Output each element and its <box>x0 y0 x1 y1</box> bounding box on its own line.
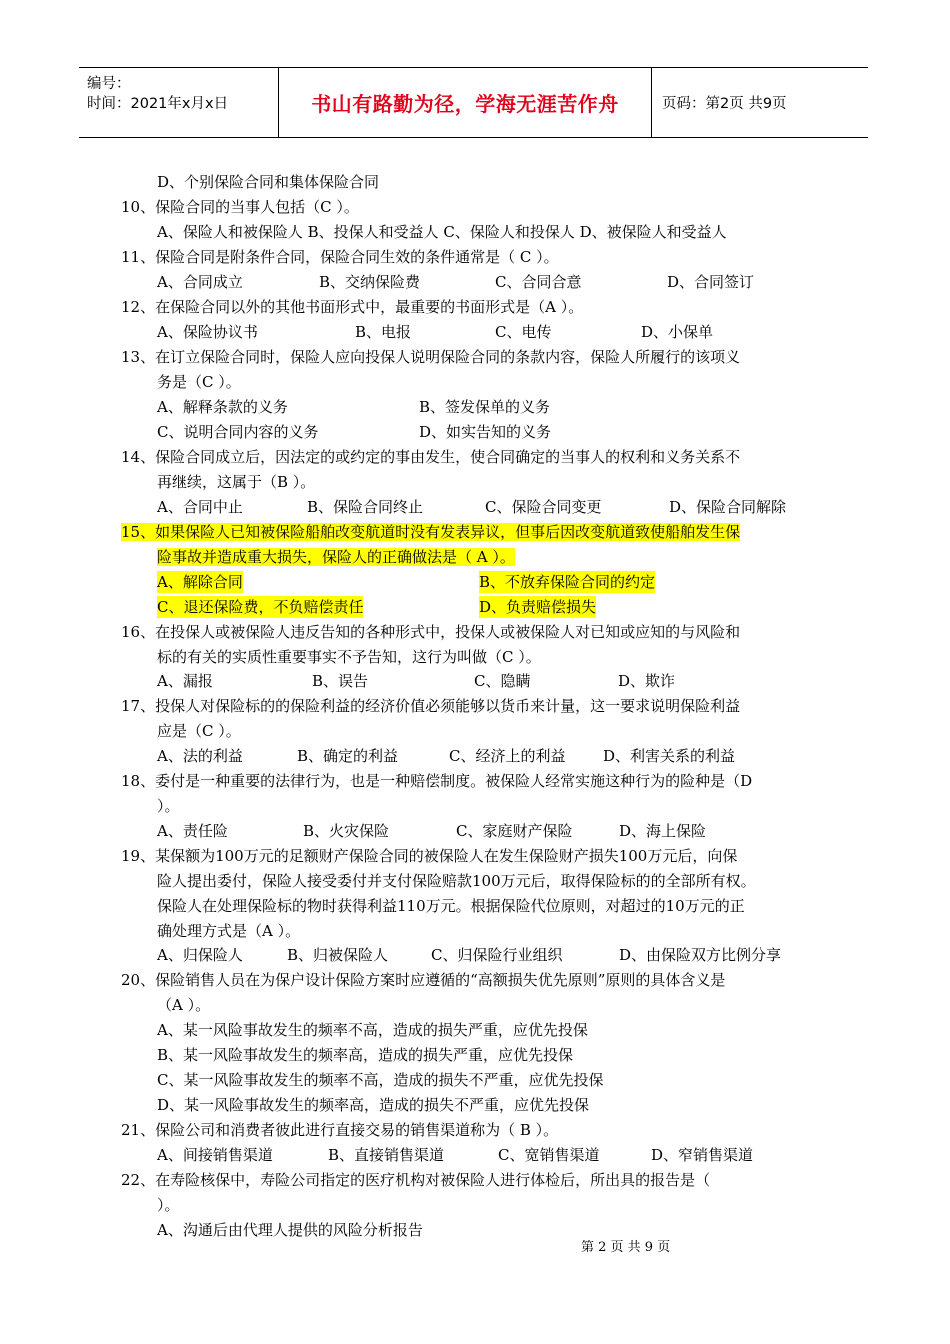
answer-option: C、归保险行业组织 <box>431 946 563 964</box>
answer-option: A、解释条款的义务 <box>157 398 288 416</box>
text-line <box>157 720 241 742</box>
line-text: 19、某保额为100万元的足额财产保险合同的被保险人在发生保险财产损失100万元后，向保 <box>121 847 738 865</box>
text-line <box>157 371 241 393</box>
text-line <box>121 845 737 867</box>
text-line <box>157 1069 603 1091</box>
answer-option: C、隐瞒 <box>474 672 531 690</box>
line-text: 14、保险合同成立后，因法定的或约定的事由发生，使合同确定的当事人的权利和义务关系不 <box>121 448 741 466</box>
line-text: 22、在寿险核保中，寿险公司指定的医疗机构对被保险人进行体检后，所出具的报告是（ <box>121 1171 711 1189</box>
answer-option: A、解除合同 <box>157 573 243 591</box>
answer-option: D、负责赔偿损失 <box>479 598 597 616</box>
line-text: 保险人在处理保险标的物时获得利益110万元。根据保险代位原则，对超过的10万元的正 <box>157 897 745 915</box>
header-time-label: 时间：2021年x月x日 <box>87 96 229 112</box>
answer-option: A、法的利益 <box>157 747 243 765</box>
line-text: A、沟通后由代理人提供的风险分析报告 <box>157 1221 423 1239</box>
text-line <box>121 446 740 468</box>
line-text: D、某一风险事故发生的频率高，造成的损失不严重，应优先投保 <box>157 1096 590 1114</box>
line-text: 再继续，这属于（B ）。 <box>157 473 316 491</box>
answer-option: C、宽销售渠道 <box>498 1146 600 1164</box>
answer-option: A、责任险 <box>157 822 228 840</box>
line-text: 20、保险销售人员在为保户设计保险方案时应遵循的“高额损失优先原则”原则的具体含义是 <box>121 971 726 989</box>
answer-option: B、不放弃保险合同的约定 <box>479 573 656 591</box>
text-line <box>121 346 740 368</box>
text-line <box>121 1119 558 1141</box>
answer-option: B、直接销售渠道 <box>328 1146 445 1164</box>
text-line <box>157 895 745 917</box>
answer-option: A、合同成立 <box>157 273 243 291</box>
header-page-info: 页码：第2页 共9页 <box>662 96 787 112</box>
text-line <box>157 646 541 668</box>
line-text: 标的有关的实质性重要事实不予告知，这行为叫做（C ）。 <box>157 648 541 666</box>
answer-option: D、海上保险 <box>619 822 707 840</box>
text-line <box>157 994 210 1016</box>
answer-option: D、合同签订 <box>667 273 755 291</box>
text-line <box>157 221 727 243</box>
answer-option: A、合同中止 <box>157 498 243 516</box>
text-line <box>157 795 180 817</box>
line-text: 务是（C ）。 <box>157 373 241 391</box>
line-text: A、某一风险事故发生的频率不高，造成的损失严重，应优先投保 <box>157 1021 588 1039</box>
line-text: （A ）。 <box>157 996 211 1014</box>
line-text: 21、保险公司和消费者彼此进行直接交易的销售渠道称为（ B ）。 <box>121 1121 559 1139</box>
text-line <box>121 621 740 643</box>
answer-option: D、如实告知的义务 <box>419 423 552 441</box>
answer-option: D、利害关系的利益 <box>603 747 736 765</box>
text-line <box>157 1044 573 1066</box>
answer-option: D、由保险双方比例分享 <box>619 946 782 964</box>
text-line <box>121 296 583 318</box>
line-text: 应是（C ）。 <box>157 722 241 740</box>
answer-option: A、归保险人 <box>157 946 243 964</box>
text-line <box>157 1019 588 1041</box>
text-line <box>157 171 379 193</box>
answer-option: B、电报 <box>355 323 412 341</box>
line-text: 险人提出委付，保险人接受委付并支付保险赔款100万元后，取得保险标的的全部所有权。 <box>157 872 756 890</box>
text-line <box>157 471 315 493</box>
header-motto: 书山有路勤为径，学海无涯苦作舟 <box>311 92 619 116</box>
answer-option: B、签发保单的义务 <box>419 398 551 416</box>
answer-option: D、小保单 <box>641 323 714 341</box>
line-text: 17、投保人对保险标的的保险利益的经济价值必须能够以货币来计量，这一要求说明保险利益 <box>121 697 741 715</box>
text-line <box>157 920 300 942</box>
answer-option: B、火灾保险 <box>303 822 390 840</box>
answer-option: B、归被保险人 <box>287 946 389 964</box>
answer-option: D、保险合同解除 <box>669 498 787 516</box>
text-line <box>121 1169 710 1191</box>
answer-option: C、合同合意 <box>495 273 582 291</box>
text-line <box>157 546 515 568</box>
text-line <box>121 521 740 543</box>
line-text: 15、如果保险人已知被保险船舶改变航道时没有发表异议，但事后因改变航道致使船舶发生保 <box>121 523 741 541</box>
line-text: 确处理方式是（A ）。 <box>157 922 301 940</box>
line-text: A、保险人和被保险人 B、投保人和受益人 C、保险人和投保人 D、被保险人和受益人 <box>157 223 727 241</box>
answer-option: D、欺诈 <box>618 672 676 690</box>
line-text: D、个别保险合同和集体保险合同 <box>157 173 380 191</box>
answer-option: A、保险协议书 <box>157 323 258 341</box>
answer-option: A、漏报 <box>157 672 213 690</box>
line-text: ）。 <box>157 1196 180 1214</box>
answer-option: B、保险合同终止 <box>307 498 424 516</box>
answer-option: C、电传 <box>495 323 552 341</box>
line-text: 16、在投保人或被保险人违反告知的各种形式中，投保人或被保险人对已知或应知的与风险和 <box>121 623 741 641</box>
line-text: 险事故并造成重大损失，保险人的正确做法是（ A ）。 <box>157 548 515 566</box>
text-line <box>157 1219 423 1241</box>
answer-option: C、经济上的利益 <box>449 747 566 765</box>
text-line <box>157 870 756 892</box>
text-line <box>121 695 740 717</box>
answer-option: D、窄销售渠道 <box>651 1146 754 1164</box>
text-line <box>121 969 725 991</box>
answer-option: C、保险合同变更 <box>485 498 602 516</box>
answer-option: B、交纳保险费 <box>319 273 421 291</box>
text-line <box>157 1094 589 1116</box>
text-line <box>121 196 359 218</box>
line-text: 11、保险合同是附条件合同，保险合同生效的条件通常是（ C ）。 <box>121 248 559 266</box>
line-text: 13、在订立保险合同时，保险人应向投保人说明保险合同的条款内容，保险人所履行的该项义 <box>121 348 741 366</box>
answer-option: C、退还保险费，不负赔偿责任 <box>157 598 364 616</box>
line-text: 10、保险合同的当事人包括（C ）。 <box>121 198 359 216</box>
page-footer: 第 2 页 共 9 页 <box>581 1240 671 1255</box>
header-number-label: 编号： <box>87 76 131 92</box>
text-line <box>121 246 559 268</box>
answer-option: C、说明合同内容的义务 <box>157 423 319 441</box>
line-text: 18、委付是一种重要的法律行为，也是一种赔偿制度。被保险人经常实施这种行为的险种是（D <box>121 772 753 790</box>
line-text: B、某一风险事故发生的频率高，造成的损失严重，应优先投保 <box>157 1046 574 1064</box>
line-text: ）。 <box>157 797 180 815</box>
text-line <box>121 770 752 792</box>
answer-option: C、家庭财产保险 <box>456 822 573 840</box>
answer-option: B、确定的利益 <box>297 747 399 765</box>
line-text: 12、在保险合同以外的其他书面形式中，最重要的书面形式是（A ）。 <box>121 298 584 316</box>
line-text: C、某一风险事故发生的频率不高，造成的损失不严重，应优先投保 <box>157 1071 604 1089</box>
answer-option: A、间接销售渠道 <box>157 1146 273 1164</box>
answer-option: B、误告 <box>312 672 369 690</box>
text-line <box>157 1194 180 1216</box>
